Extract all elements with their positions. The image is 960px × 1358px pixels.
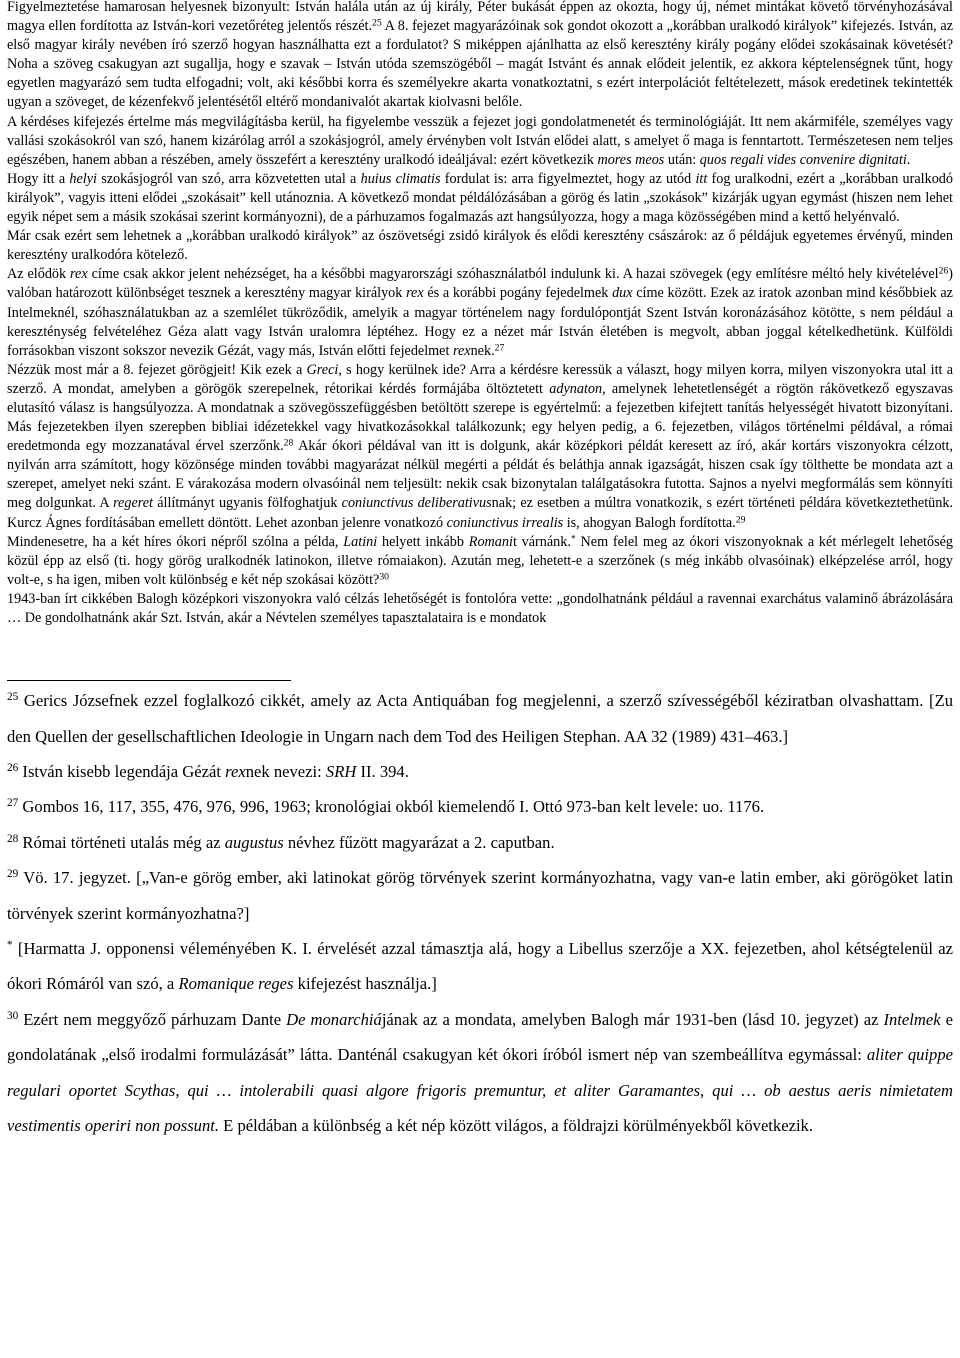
italic-text: Latini bbox=[343, 533, 378, 550]
italic-text: SRH bbox=[325, 761, 357, 781]
main-text bbox=[7, 0, 953, 628]
footnote-ref: 26 bbox=[938, 265, 949, 277]
footnote-ref: * bbox=[7, 938, 13, 951]
text-run: e gondolatának „első irodalmi formulázását” látta. Danténál csakugyan két ókori íróból ismert nép van szembeállítva egymással: bbox=[7, 1009, 953, 1065]
italic-text: rex bbox=[406, 285, 424, 302]
italic-text: helyi bbox=[69, 170, 97, 187]
italic-text: De monarchiá bbox=[286, 1009, 382, 1029]
italic-text: regeret bbox=[113, 495, 153, 512]
text-run: nak; ez esetben a múltra vonatkozik, s ezért történeti példára következtethetünk. Kurcz Ágnes fordításában emellett döntött. Lehet azonban jelenre vonatkozó bbox=[7, 495, 953, 531]
footnotes bbox=[7, 683, 953, 1143]
text-run: [Harmatta J. opponensi véleményében K. I. érvelését azzal támasztja alá, hogy a Libellus szerzője a XX. fejezetben, ahol kétségtelenül az ókori Rómáról van szó, a bbox=[7, 938, 953, 994]
text-run: Gombos 16, 117, 355, 476, 976, 996, 1963; kronológiai okból kiemelendő I. Ottó 973-ban kelt levele: uo. 1176. bbox=[18, 797, 765, 817]
text-run: fog uralkodni, ezért a „korábban uralkodó királyok”, vagyis itteni elődei „szokásait” kell utánoznia. A következő mondat példálózásában a görög és latin „szokások” kizárják ugyan egymást (hiszen nem lehet egyik népet sem a másik szokásai szerint kormányozni), de a párhuzamos fogalmazás azt hangsúlyozza, hogy a maga közösségében mind a kettő helyénvaló. bbox=[7, 170, 953, 226]
footnote bbox=[7, 1002, 953, 1144]
italic-text: Greci bbox=[306, 361, 339, 378]
footnote-separator bbox=[7, 680, 291, 681]
text-run: A 8. fejezet magyarázóinak sok gondot okozott a „korábban uralkodó királyok” kifejezés. István, az első magyar király nevében író szerző hogyan használhatta ezt a fordulatot? S miképpen ajánlhatta az első keresztény király pogány elődei szokásainak követését? Noha a szöveg csakugyan azt sugallja, hogy e szavak – István utóda szemszögéből – magát Istvánt és annak elődeit jelentik, ez akkora képtelenségnek tűnt, hogy egyetlen magyarázó sem tudta elfogadni; volt, aki későbbi korra és személyekre akarta vonatkoztatni, s ezért interpolációt feltételezett, mások eredetinek tekintették ugyan a szöveget, de kézenfekvő jelentésétől eltérő mondanivalót akartak kiolvasni belőle. bbox=[7, 18, 954, 111]
text-run: helyett inkább bbox=[377, 533, 469, 550]
text-run: Ezért nem meggyőző párhuzam Dante bbox=[18, 1009, 287, 1029]
paragraph bbox=[7, 0, 953, 113]
footnote-ref: 26 bbox=[7, 761, 19, 774]
footnote-ref: 28 bbox=[7, 832, 19, 845]
text-run: , s hogy kerülnek ide? Arra a kérdésre keressük a választ, hogy milyen korra, milyen viszonyokra utal itt a szerző. A mondat, amelyben a görögök szerepelnek, rétorikai kérdés formájába öltöztetett bbox=[7, 361, 954, 397]
footnote bbox=[7, 754, 953, 789]
footnote bbox=[7, 683, 953, 754]
italic-text: rex bbox=[70, 266, 88, 283]
text-run: állítmányt ugyanis fölfoghatjuk bbox=[152, 495, 342, 512]
footnote bbox=[7, 860, 953, 931]
italic-text: huius climatis bbox=[360, 170, 441, 187]
footnote bbox=[7, 825, 953, 860]
text-run: Nézzük most már a 8. fejezet görögjeit! Kik ezek a bbox=[7, 361, 307, 378]
paragraph bbox=[7, 227, 953, 265]
italic-text: Intelmek bbox=[883, 1009, 941, 1029]
italic-text: coniunctivus deliberativus bbox=[341, 495, 492, 512]
italic-text: quos regali vides convenire dignitati bbox=[699, 151, 907, 168]
italic-text: augustus bbox=[224, 832, 284, 852]
text-run: és a korábbi pogány fejedelmek bbox=[423, 285, 613, 302]
italic-text: rex bbox=[452, 342, 471, 359]
text-run: t várnánk. bbox=[512, 533, 571, 550]
text-run: István kisebb legendája Gézát bbox=[18, 761, 226, 781]
text-run: nek nevezi: bbox=[245, 761, 326, 781]
footnote-ref: * bbox=[570, 533, 576, 545]
text-run: II. 394. bbox=[356, 761, 409, 781]
text-run: . bbox=[906, 151, 911, 168]
text-run: Mindenesetre, ha a két híres ókori népről szólna a példa, bbox=[7, 533, 344, 550]
text-run: címe között. Ezek az iratok azonban mind későbbiek az Intelmeknél, szóhasználatukban az a szemlélet tükröződik, amelyik a magyar történelem nagy fordulópontját Szent István koronázásához kötötte, s nem például a kereszténység felvételéhez Géza alatt vagy István uralomra léptéhez. Hogy ez a nézet már István életében is megvolt, abban joggal kételkedhetünk. Külföldi forrásokban viszont sokszor nevezik Gézát, vagy más, István előtti fejedelmet bbox=[7, 285, 953, 359]
italic-text: Romani bbox=[468, 533, 513, 550]
footnote-ref: 30 bbox=[379, 571, 389, 583]
paragraph bbox=[7, 361, 953, 533]
text-run: 1943-ban írt cikkében Balogh középkori viszonyokra való célzás lehetőségét is fontolóra vette: „gondolhatnánk például a ravennai exarchátus valaminő ábrázolására … De gondolhatnánk akár Szt. István, akár a Névtelen személyes tapasztalataira is e mondatok bbox=[7, 590, 953, 626]
italic-text: Romanique reges bbox=[178, 974, 294, 994]
footnote-ref: 29 bbox=[7, 867, 19, 880]
paragraph bbox=[7, 590, 953, 628]
text-run: Akár ókori példával van itt is dolgunk, akár középkori példát keresett az író, akár kortárs viszonyokra célzott, nyilván arra számított, hogy közönsége minden további magyarázat nélkül megérti a példát és beláthja annak igazságát, hiszen csak így tölthette be mondata azt a szerepet, amelyet neki szánt. E várakozása modern olvasóinál nem teljesült: nekik csak bizonytalan találgatásokra futotta. Sajnos a nyelvi megformálás sem könnyíti meg dolgunkat. A bbox=[7, 438, 953, 512]
italic-text: coniunctivus irrealis bbox=[446, 514, 564, 531]
text-run: kifejezést használja.] bbox=[293, 974, 437, 994]
text-run: fordulat is: arra figyelmeztet, hogy az utód bbox=[440, 170, 696, 187]
italic-text: itt bbox=[695, 170, 708, 187]
document-page bbox=[7, 0, 953, 1143]
footnote-ref: 27 bbox=[7, 797, 19, 810]
footnote bbox=[7, 931, 953, 1002]
footnote-ref: 27 bbox=[494, 342, 505, 354]
text-run: Nem felel meg az ókori viszonyoknak a két mérlegelt lehetőség közül épp az első (ti. hogy görög uralkodnék latinokon, illetve rómaiakon). Azután meg, lehetett-e a szerzőnek (s még inkább olvasóinak) elképzelése arról, hogy volt-e, s ha igen, miben volt különbség e két nép szokásai között? bbox=[7, 533, 953, 588]
text-run: Már csak ezért sem lehetnek a „korábban uralkodó királyok” az ószövetségi zsidó királyok és elődi keresztény császárok: az ő példájuk egyetemes érvényű, minden keresztény uralkodóra kötelező. bbox=[7, 228, 953, 264]
text-run: A kérdéses kifejezés értelme más megvilágításba kerül, ha figyelembe vesszük a fejezet jogi gondolatmenetét és terminológiáját. Itt nem akármiféle, személyes vagy vallási szokásokról van szó, hanem kizárólag arról a szokásjogról, amely érvényben volt István elődei alatt, s amelyet ő maga is fenntartott. Természetesen nem teljes egészében, hanem abban a részében, amely összefért a keresztény uralkodó ideáljával: ezért következik bbox=[7, 113, 953, 168]
footnote-ref: 25 bbox=[7, 690, 19, 703]
footnote-ref: 25 bbox=[372, 17, 382, 29]
text-run: Az elődök bbox=[7, 266, 71, 283]
footnote bbox=[7, 789, 953, 824]
text-run: Gerics Józsefnek ezzel foglalkozó cikkét, amely az Acta Antiquában fog megjelenni, a szerző szívességéből kéziratban olvashattam. [Zu den Quellen der gesellschaftlichen Ideologie in Ungarn nach dem Tod des Heiligen Stephan. AA 32 (1989) 431–463.] bbox=[7, 691, 953, 746]
italic-text: rex bbox=[225, 761, 246, 781]
text-run: Római történeti utalás még az bbox=[18, 832, 225, 852]
italic-text: aliter quippe regulari oportet Scythas, qui … intolerabili quasi algore frigoris premuntur, et aliter Garamantes, qui … ob aestus aeris nimietatem vestimentis operiri non possunt. bbox=[7, 1045, 954, 1135]
text-run: névhez fűzött magyarázat a 2. caputban. bbox=[283, 832, 555, 852]
footnote-ref: 29 bbox=[735, 514, 746, 526]
paragraph bbox=[7, 170, 953, 227]
italic-text: adynaton bbox=[549, 380, 603, 397]
text-run: nek. bbox=[470, 342, 495, 359]
text-run: szokásjogról van szó, arra közvetetten utal a bbox=[96, 170, 361, 187]
footnote-ref: 30 bbox=[7, 1009, 19, 1022]
text-run: ) valóban határozott különbséget tesznek a keresztény magyar királyok bbox=[7, 266, 953, 302]
text-run: jának az a mondata, amelyben Balogh már 1931-ben (lásd 10. jegyzet) az bbox=[381, 1009, 884, 1029]
text-run: címe csak akkor jelent nehézséget, ha a későbbi magyarországi szóhasználatból indulunk ki. A hazai szövegek (egy említésre méltó hely kivételével bbox=[87, 266, 939, 283]
text-run: is, ahogyan Balogh fordította. bbox=[563, 514, 736, 531]
italic-text: dux bbox=[612, 285, 633, 302]
text-run: , amelynek lehetetlenségét a rögtön rákövetkező egyszavas elutasító válasz is hangsúlyozza. A mondatnak a szövegösszefüggésben betöltött szerepe is egyértelmű: a fejezetben kifejtett tanítás helyességét hivatott bizonyítani. Más fejezetekben ilyen szerepben bibliai idézetekkel vagy hivatkozásokkal találkozunk; egy helyen pedig, a 6. fejezetben, világos történelmi példával, a római eredetmonda egy mozzanatával érvel szerzőnk. bbox=[7, 380, 953, 455]
text-run: után: bbox=[664, 151, 700, 168]
text-run: Vö. 17. jegyzet. [„Van-e görög ember, aki latinokat görög törvények szerint kormányozhatna, vagy van-e latin ember, aki görögöket latin törvények szerint kormányozhatna?] bbox=[7, 868, 953, 923]
text-run: Figyelmeztetése hamarosan helyesnek bizonyult: István halála után az új király, Péter bukását éppen az okozta, hogy új, német mintákat követő törvényhozásával magya ellen fordította az István-kori vezetőréteg jelentős részét. bbox=[7, 0, 953, 35]
paragraph bbox=[7, 113, 953, 170]
text-run: Hogy itt a bbox=[7, 170, 70, 187]
text-run: E példában a különbség a két nép között világos, a földrajzi körülményekből következik. bbox=[219, 1115, 814, 1135]
paragraph bbox=[7, 533, 953, 590]
footnote-ref: 28 bbox=[283, 437, 294, 449]
italic-text: mores meos bbox=[597, 151, 665, 168]
paragraph bbox=[7, 265, 953, 360]
